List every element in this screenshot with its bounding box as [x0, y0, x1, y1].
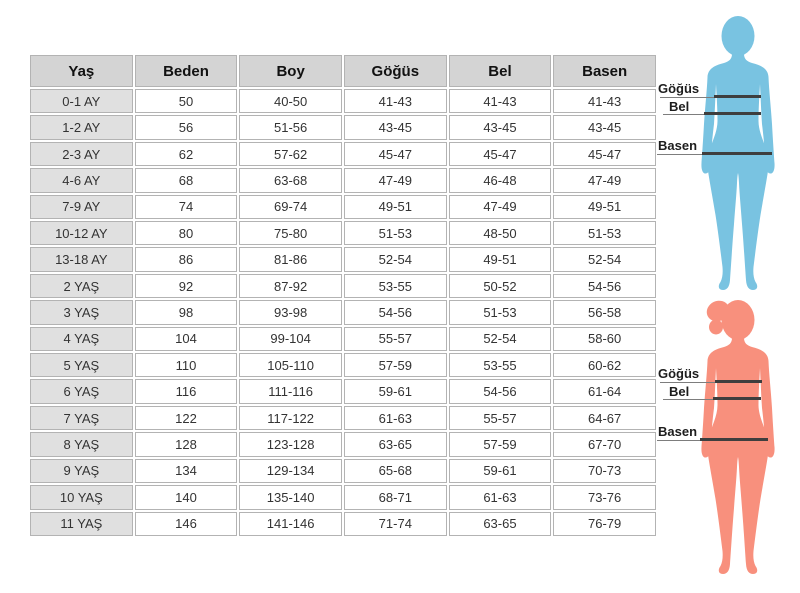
age-cell: 4 YAŞ: [30, 327, 133, 351]
size-cell: 98: [135, 300, 238, 324]
size-cell: 73-76: [553, 485, 656, 509]
size-cell: 40-50: [239, 89, 342, 113]
size-cell: 110: [135, 353, 238, 377]
size-cell: 70-73: [553, 459, 656, 483]
size-cell: 46-48: [449, 168, 552, 192]
size-cell: 49-51: [344, 195, 447, 219]
size-cell: 117-122: [239, 406, 342, 430]
girl-silhouette-figure: [698, 298, 780, 584]
table-row: [30, 168, 656, 192]
girl-chest-leader-line: [660, 382, 717, 383]
girl-hips-measure-line: [700, 438, 768, 441]
table-row: [30, 89, 656, 113]
age-cell: 1-2 AY: [30, 115, 133, 139]
age-cell: 9 YAŞ: [30, 459, 133, 483]
boy-chest-leader-line: [660, 97, 716, 98]
size-cell: 129-134: [239, 459, 342, 483]
size-cell: 53-55: [449, 353, 552, 377]
size-cell: 51-53: [553, 221, 656, 245]
size-cell: 99-104: [239, 327, 342, 351]
table-row: [30, 459, 656, 483]
size-cell: 57-59: [344, 353, 447, 377]
size-cell: 50-52: [449, 274, 552, 298]
size-cell: 61-63: [449, 485, 552, 509]
size-cell: 71-74: [344, 512, 447, 537]
girl-waist-measure-line: [713, 397, 761, 400]
age-cell: 2 YAŞ: [30, 274, 133, 298]
size-cell: 87-92: [239, 274, 342, 298]
size-cell: 50: [135, 89, 238, 113]
age-cell: 7-9 AY: [30, 195, 133, 219]
table-row: [30, 432, 656, 456]
size-cell: 45-47: [344, 142, 447, 166]
size-cell: 49-51: [449, 247, 552, 271]
table-row: [30, 406, 656, 430]
size-cell: 146: [135, 512, 238, 537]
boy-chest-measure-line: [714, 95, 761, 98]
size-table-head: [30, 55, 656, 87]
table-row: [30, 274, 656, 298]
size-cell: 105-110: [239, 353, 342, 377]
size-cell: 122: [135, 406, 238, 430]
size-cell: 56: [135, 115, 238, 139]
boy-silhouette-figure: [698, 14, 780, 296]
girl-hips-leader-line: [657, 440, 702, 441]
age-cell: 8 YAŞ: [30, 432, 133, 456]
age-cell: 3 YAŞ: [30, 300, 133, 324]
size-cell: 61-63: [344, 406, 447, 430]
column-header: Beden: [135, 55, 238, 87]
size-cell: 63-65: [344, 432, 447, 456]
size-cell: 75-80: [239, 221, 342, 245]
boy-hips-leader-line: [657, 154, 703, 155]
girl-waist-label: Bel: [669, 384, 690, 399]
size-cell: 68: [135, 168, 238, 192]
ponytail-curl: [709, 320, 723, 335]
size-cell: 65-68: [344, 459, 447, 483]
age-cell: 10 YAŞ: [30, 485, 133, 509]
size-cell: 45-47: [449, 142, 552, 166]
size-cell: 52-54: [449, 327, 552, 351]
size-cell: 80: [135, 221, 238, 245]
table-row: [30, 379, 656, 403]
size-cell: 47-49: [449, 195, 552, 219]
size-cell: 41-43: [449, 89, 552, 113]
boy-waist-label: Bel: [669, 99, 690, 114]
size-cell: 92: [135, 274, 238, 298]
size-cell: 45-47: [553, 142, 656, 166]
size-table: [28, 53, 658, 538]
boy-chest-label: Göğüs: [658, 81, 700, 96]
column-header: Boy: [239, 55, 342, 87]
size-cell: 60-62: [553, 353, 656, 377]
size-cell: 57-59: [449, 432, 552, 456]
age-cell: 7 YAŞ: [30, 406, 133, 430]
size-cell: 41-43: [553, 89, 656, 113]
size-cell: 61-64: [553, 379, 656, 403]
column-header: Bel: [449, 55, 552, 87]
table-row: [30, 142, 656, 166]
column-header: Göğüs: [344, 55, 447, 87]
size-cell: 64-67: [553, 406, 656, 430]
girl-waist-leader-line: [663, 399, 715, 400]
size-cell: 51-53: [344, 221, 447, 245]
table-row: [30, 327, 656, 351]
size-cell: 111-116: [239, 379, 342, 403]
size-cell: 54-56: [344, 300, 447, 324]
size-cell: 63-68: [239, 168, 342, 192]
table-row: [30, 512, 656, 537]
size-cell: 76-79: [553, 512, 656, 537]
table-row: [30, 115, 656, 139]
age-cell: 10-12 AY: [30, 221, 133, 245]
table-row: [30, 247, 656, 271]
size-cell: 43-45: [449, 115, 552, 139]
size-cell: 53-55: [344, 274, 447, 298]
boy-hips-label: Basen: [658, 138, 698, 153]
size-cell: 63-65: [449, 512, 552, 537]
size-cell: 69-74: [239, 195, 342, 219]
size-cell: 141-146: [239, 512, 342, 537]
age-cell: 0-1 AY: [30, 89, 133, 113]
age-cell: 11 YAŞ: [30, 512, 133, 537]
girl-body-shape: [701, 298, 774, 574]
size-cell: 51-53: [449, 300, 552, 324]
table-header-row: [30, 55, 656, 87]
size-cell: 86: [135, 247, 238, 271]
table-row: [30, 485, 656, 509]
size-cell: 47-49: [344, 168, 447, 192]
size-cell: 128: [135, 432, 238, 456]
size-cell: 54-56: [553, 274, 656, 298]
table-row: [30, 195, 656, 219]
size-cell: 43-45: [553, 115, 656, 139]
size-cell: 135-140: [239, 485, 342, 509]
size-cell: 116: [135, 379, 238, 403]
size-cell: 81-86: [239, 247, 342, 271]
size-cell: 55-57: [449, 406, 552, 430]
girl-chest-measure-line: [715, 380, 762, 383]
size-cell: 104: [135, 327, 238, 351]
size-cell: 59-61: [449, 459, 552, 483]
girl-chest-label: Göğüs: [658, 366, 700, 381]
age-cell: 6 YAŞ: [30, 379, 133, 403]
size-cell: 55-57: [344, 327, 447, 351]
boy-waist-leader-line: [663, 114, 706, 115]
table-row: [30, 221, 656, 245]
size-cell: 47-49: [553, 168, 656, 192]
column-header: Basen: [553, 55, 656, 87]
column-header: Yaş: [30, 55, 133, 87]
girl-hips-label: Basen: [658, 424, 698, 439]
size-cell: 48-50: [449, 221, 552, 245]
size-cell: 54-56: [449, 379, 552, 403]
size-cell: 52-54: [553, 247, 656, 271]
boy-waist-measure-line: [704, 112, 761, 115]
size-cell: 56-58: [553, 300, 656, 324]
size-cell: 49-51: [553, 195, 656, 219]
size-cell: 41-43: [344, 89, 447, 113]
size-cell: 68-71: [344, 485, 447, 509]
size-cell: 74: [135, 195, 238, 219]
boy-hips-measure-line: [702, 152, 772, 155]
age-cell: 4-6 AY: [30, 168, 133, 192]
age-cell: 5 YAŞ: [30, 353, 133, 377]
age-cell: 13-18 AY: [30, 247, 133, 271]
size-cell: 67-70: [553, 432, 656, 456]
size-cell: 93-98: [239, 300, 342, 324]
size-cell: 51-56: [239, 115, 342, 139]
size-cell: 134: [135, 459, 238, 483]
size-cell: 123-128: [239, 432, 342, 456]
size-cell: 59-61: [344, 379, 447, 403]
size-cell: 58-60: [553, 327, 656, 351]
size-cell: 62: [135, 142, 238, 166]
size-cell: 43-45: [344, 115, 447, 139]
size-cell: 52-54: [344, 247, 447, 271]
table-row: [30, 300, 656, 324]
table-body: [30, 89, 656, 536]
size-cell: 57-62: [239, 142, 342, 166]
age-cell: 2-3 AY: [30, 142, 133, 166]
size-cell: 140: [135, 485, 238, 509]
table-row: [30, 353, 656, 377]
